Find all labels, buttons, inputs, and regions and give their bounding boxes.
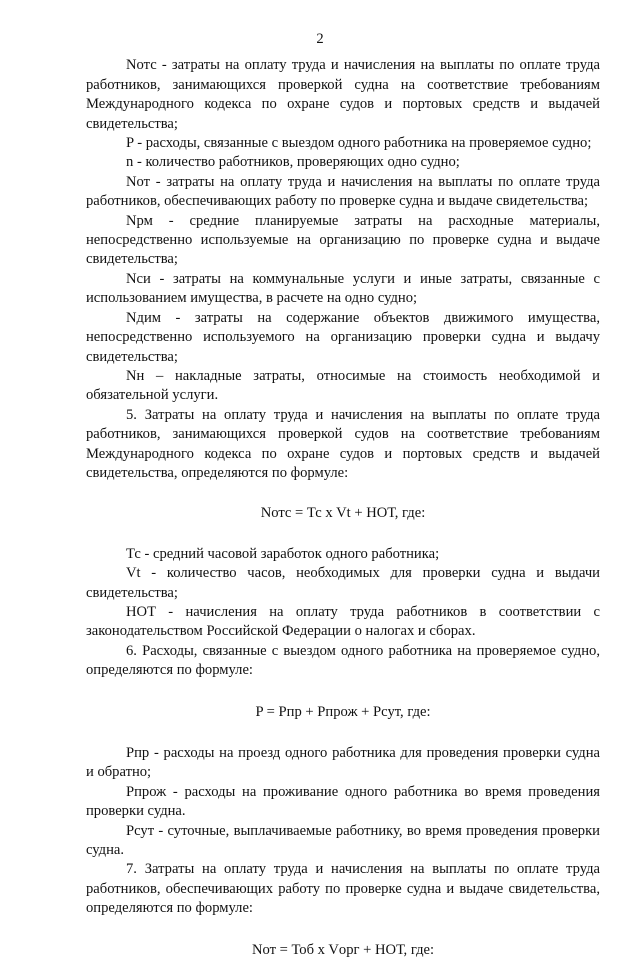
- paragraph-section-5: 5. Затраты на оплату труда и начисления на выплаты по оплате труда работников, занимающихся проверкой судов на соответствие требованиям Международного кодекса по охране судов и портовых средств и выдачей свидетельства, определяются по формуле:: [86, 406, 600, 481]
- paragraph-p: P - расходы, связанные с выездом одного работника на проверяемое судно;: [126, 135, 592, 152]
- paragraph-ndim: Nдим - затраты на содержание объектов движимого имущества, непосредственно используемого на организацию проверки судна и выдачу свидетельства;: [86, 309, 600, 365]
- definition-rprozh: Рпрож - расходы на проживание одного работника во время проведения проверки судна.: [86, 783, 600, 820]
- definition-hot: НОТ - начисления на оплату труда работников в соответствии с законодательством Российской Федерации о налогах и сборах.: [86, 603, 600, 640]
- paragraph-section-7: 7. Затраты на оплату труда и начисления на выплаты по оплате труда работников, обеспечивающих работу по проверке судна и выдаче свидетельства, определяются по формуле:: [86, 861, 600, 917]
- definition-tc: Тс - средний часовой заработок одного работника;: [126, 545, 440, 562]
- paragraph-notc: Nотс - затраты на оплату труда и начисления на выплаты по оплате труда работников, занимающихся проверкой судна на соответствие требованиям Международного кодекса по охране судов и портовых средств и выдачей свидетельства;: [86, 57, 600, 132]
- definition-vt: Vt - количество часов, необходимых для проверки судна и выдачи свидетельства;: [86, 565, 600, 601]
- definition-rpr: Рпр - расходы на проезд одного работника для проведения проверки судна и обратно;: [86, 745, 600, 781]
- paragraph-nrm: Nрм - средние планируемые затраты на расходные материалы, непосредственно используемые на организацию по проверке судна и выдаче свидетельства;: [86, 212, 600, 268]
- page-number: 2: [316, 31, 324, 47]
- paragraph-nn: Nн – накладные затраты, относимые на стоимость необходимой и обязательной услуги.: [86, 367, 600, 404]
- formula-p: P = Рпр + Рпрож + Рсут, где:: [255, 703, 431, 720]
- formula-notc: Nотс = Тс x Vt + НОТ, где:: [260, 505, 426, 522]
- formula-not: Nот = Тоб x Vорг + НОТ, где:: [251, 941, 435, 958]
- paragraph-section-6: 6. Расходы, связанные с выездом одного работника на проверяемое судно, определяются по формуле:: [86, 642, 600, 679]
- paragraph-not: Nот - затраты на оплату труда и начисления на выплаты по оплате труда работников, обеспечивающих работу по проверке судна и выдаче свидетельства;: [86, 173, 600, 210]
- paragraph-n: n - количество работников, проверяющих одно судно;: [126, 154, 460, 171]
- paragraph-nsi: Nси - затраты на коммунальные услуги и иные затраты, связанные с использованием имущества, в расчете на одно судно;: [86, 270, 600, 307]
- definition-rsut: Рсут - суточные, выплачиваемые работнику, во время проведения проверки судна.: [86, 822, 600, 859]
